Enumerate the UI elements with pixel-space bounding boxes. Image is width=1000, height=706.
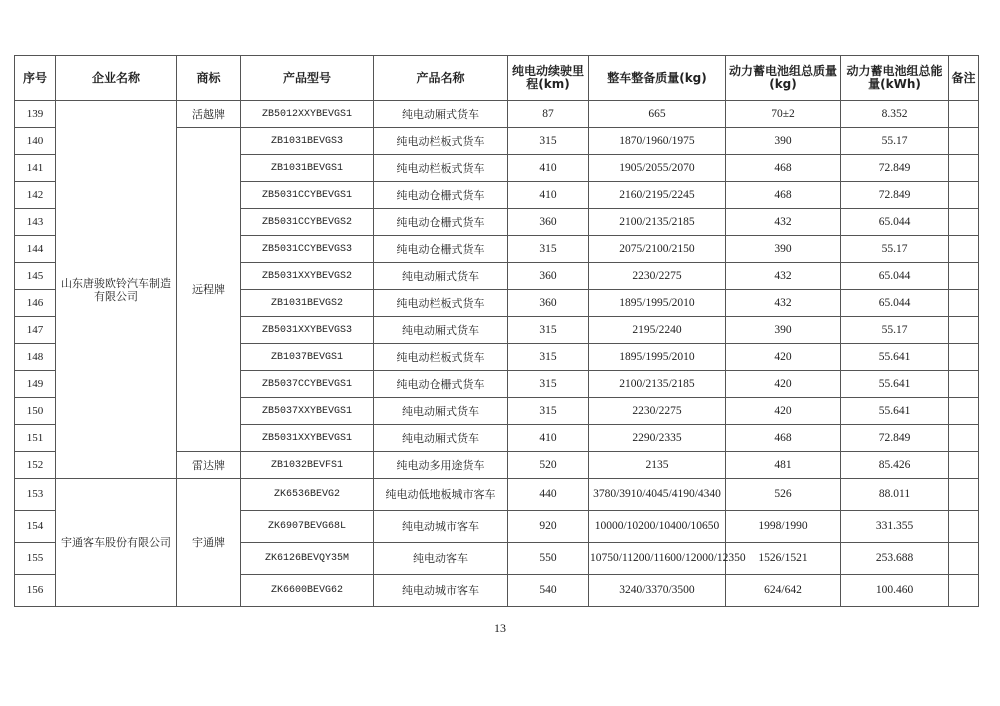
row-number: 152	[15, 452, 56, 479]
driving-range: 315	[508, 398, 589, 425]
battery-mass: 390	[726, 128, 841, 155]
battery-mass: 70±2	[726, 101, 841, 128]
product-model: ZK6536BEVG2	[241, 479, 374, 511]
product-model: ZB5031CCYBEVGS3	[241, 236, 374, 263]
row-number: 150	[15, 398, 56, 425]
battery-mass: 432	[726, 263, 841, 290]
column-header: 动力蓄电池组总质量(kg)	[726, 56, 841, 101]
table-row	[15, 479, 979, 511]
product-name: 纯电动厢式货车	[374, 263, 508, 290]
brand: 活越牌	[177, 101, 241, 128]
product-name: 纯电动城市客车	[374, 511, 508, 543]
curb-weight: 2135	[589, 452, 726, 479]
curb-weight: 3240/3370/3500	[589, 575, 726, 607]
product-model: ZB1037BEVGS1	[241, 344, 374, 371]
remarks	[949, 479, 979, 511]
battery-energy: 65.044	[841, 263, 949, 290]
curb-weight: 2100/2135/2185	[589, 209, 726, 236]
battery-energy: 100.460	[841, 575, 949, 607]
row-number: 144	[15, 236, 56, 263]
row-number: 139	[15, 101, 56, 128]
battery-mass: 432	[726, 290, 841, 317]
product-model: ZB5031XXYBEVGS3	[241, 317, 374, 344]
driving-range: 520	[508, 452, 589, 479]
curb-weight: 2195/2240	[589, 317, 726, 344]
curb-weight: 665	[589, 101, 726, 128]
remarks	[949, 317, 979, 344]
battery-energy: 8.352	[841, 101, 949, 128]
brand: 宇通牌	[177, 479, 241, 607]
battery-energy: 253.688	[841, 543, 949, 575]
driving-range: 360	[508, 209, 589, 236]
product-name: 纯电动栏板式货车	[374, 155, 508, 182]
row-number: 155	[15, 543, 56, 575]
column-header: 纯电动续驶里程(km)	[508, 56, 589, 101]
product-name: 纯电动仓栅式货车	[374, 209, 508, 236]
driving-range: 360	[508, 263, 589, 290]
remarks	[949, 263, 979, 290]
row-number: 141	[15, 155, 56, 182]
remarks	[949, 452, 979, 479]
battery-energy: 55.17	[841, 236, 949, 263]
product-model: ZK6600BEVG62	[241, 575, 374, 607]
product-model: ZB5031CCYBEVGS1	[241, 182, 374, 209]
product-model: ZB5037CCYBEVGS1	[241, 371, 374, 398]
battery-mass: 1526/1521	[726, 543, 841, 575]
driving-range: 315	[508, 317, 589, 344]
driving-range: 410	[508, 155, 589, 182]
product-model: ZK6126BEVQY35M	[241, 543, 374, 575]
battery-energy: 331.355	[841, 511, 949, 543]
row-number: 143	[15, 209, 56, 236]
page-number: 13	[494, 621, 506, 635]
product-name: 纯电动仓栅式货车	[374, 236, 508, 263]
row-number: 154	[15, 511, 56, 543]
battery-mass: 526	[726, 479, 841, 511]
remarks	[949, 236, 979, 263]
product-model: ZB5031CCYBEVGS2	[241, 209, 374, 236]
battery-mass: 468	[726, 425, 841, 452]
driving-range: 315	[508, 371, 589, 398]
row-number: 147	[15, 317, 56, 344]
battery-energy: 88.011	[841, 479, 949, 511]
battery-mass: 1998/1990	[726, 511, 841, 543]
row-number: 140	[15, 128, 56, 155]
product-model: ZB1032BEVFS1	[241, 452, 374, 479]
remarks	[949, 209, 979, 236]
battery-energy: 72.849	[841, 182, 949, 209]
remarks	[949, 543, 979, 575]
curb-weight: 10000/10200/10400/10650	[589, 511, 726, 543]
curb-weight: 2230/2275	[589, 263, 726, 290]
driving-range: 540	[508, 575, 589, 607]
battery-mass: 468	[726, 182, 841, 209]
product-name: 纯电动栏板式货车	[374, 344, 508, 371]
row-number: 153	[15, 479, 56, 511]
product-name: 纯电动客车	[374, 543, 508, 575]
curb-weight: 1905/2055/2070	[589, 155, 726, 182]
row-number: 142	[15, 182, 56, 209]
company-name: 山东唐骏欧铃汽车制造有限公司	[56, 101, 177, 479]
row-number: 151	[15, 425, 56, 452]
header-row	[15, 56, 979, 101]
remarks	[949, 290, 979, 317]
product-name: 纯电动仓栅式货车	[374, 182, 508, 209]
curb-weight: 3780/3910/4045/4190/4340	[589, 479, 726, 511]
battery-energy: 55.641	[841, 344, 949, 371]
curb-weight: 2230/2275	[589, 398, 726, 425]
brand: 雷达牌	[177, 452, 241, 479]
remarks	[949, 425, 979, 452]
row-number: 148	[15, 344, 56, 371]
column-header: 产品型号	[241, 56, 374, 101]
driving-range: 920	[508, 511, 589, 543]
driving-range: 360	[508, 290, 589, 317]
product-model: ZB1031BEVGS2	[241, 290, 374, 317]
remarks	[949, 182, 979, 209]
remarks	[949, 575, 979, 607]
battery-mass: 481	[726, 452, 841, 479]
driving-range: 410	[508, 182, 589, 209]
remarks	[949, 398, 979, 425]
product-model: ZB5037XXYBEVGS1	[241, 398, 374, 425]
curb-weight: 2160/2195/2245	[589, 182, 726, 209]
battery-energy: 65.044	[841, 209, 949, 236]
driving-range: 440	[508, 479, 589, 511]
remarks	[949, 371, 979, 398]
battery-mass: 468	[726, 155, 841, 182]
curb-weight: 2290/2335	[589, 425, 726, 452]
remarks	[949, 155, 979, 182]
product-name: 纯电动厢式货车	[374, 425, 508, 452]
battery-energy: 72.849	[841, 425, 949, 452]
brand: 远程牌	[177, 128, 241, 452]
battery-mass: 390	[726, 236, 841, 263]
product-name: 纯电动栏板式货车	[374, 128, 508, 155]
column-header: 序号	[15, 56, 56, 101]
column-header: 整车整备质量(kg)	[589, 56, 726, 101]
battery-energy: 55.641	[841, 398, 949, 425]
driving-range: 315	[508, 236, 589, 263]
driving-range: 87	[508, 101, 589, 128]
row-number: 146	[15, 290, 56, 317]
product-model: ZB5031XXYBEVGS2	[241, 263, 374, 290]
product-name: 纯电动厢式货车	[374, 317, 508, 344]
battery-energy: 85.426	[841, 452, 949, 479]
battery-mass: 432	[726, 209, 841, 236]
curb-weight: 2075/2100/2150	[589, 236, 726, 263]
driving-range: 410	[508, 425, 589, 452]
curb-weight: 1895/1995/2010	[589, 344, 726, 371]
remarks	[949, 101, 979, 128]
column-header: 备注	[949, 56, 979, 101]
curb-weight: 1895/1995/2010	[589, 290, 726, 317]
product-name: 纯电动仓栅式货车	[374, 371, 508, 398]
column-header: 商标	[177, 56, 241, 101]
battery-mass: 420	[726, 344, 841, 371]
battery-mass: 624/642	[726, 575, 841, 607]
driving-range: 315	[508, 128, 589, 155]
column-header: 动力蓄电池组总能量(kWh)	[841, 56, 949, 101]
row-number: 145	[15, 263, 56, 290]
column-header: 企业名称	[56, 56, 177, 101]
battery-energy: 55.17	[841, 317, 949, 344]
product-name: 纯电动厢式货车	[374, 101, 508, 128]
product-model: ZB1031BEVGS1	[241, 155, 374, 182]
product-name: 纯电动厢式货车	[374, 398, 508, 425]
product-model: ZB5012XXYBEVGS1	[241, 101, 374, 128]
driving-range: 315	[508, 344, 589, 371]
remarks	[949, 128, 979, 155]
battery-energy: 65.044	[841, 290, 949, 317]
table-row	[15, 101, 979, 128]
curb-weight: 1870/1960/1975	[589, 128, 726, 155]
curb-weight: 10750/11200/11600/12000/12350	[589, 543, 726, 575]
row-number: 156	[15, 575, 56, 607]
vehicle-catalog-table	[14, 55, 979, 607]
battery-mass: 420	[726, 398, 841, 425]
curb-weight: 2100/2135/2185	[589, 371, 726, 398]
battery-mass: 420	[726, 371, 841, 398]
product-name: 纯电动栏板式货车	[374, 290, 508, 317]
battery-energy: 72.849	[841, 155, 949, 182]
product-name: 纯电动低地板城市客车	[374, 479, 508, 511]
product-name: 纯电动多用途货车	[374, 452, 508, 479]
product-name: 纯电动城市客车	[374, 575, 508, 607]
product-model: ZK6907BEVG68L	[241, 511, 374, 543]
column-header: 产品名称	[374, 56, 508, 101]
battery-energy: 55.641	[841, 371, 949, 398]
product-model: ZB1031BEVGS3	[241, 128, 374, 155]
battery-mass: 390	[726, 317, 841, 344]
remarks	[949, 344, 979, 371]
driving-range: 550	[508, 543, 589, 575]
row-number: 149	[15, 371, 56, 398]
product-model: ZB5031XXYBEVGS1	[241, 425, 374, 452]
company-name: 宇通客车股份有限公司	[56, 479, 177, 607]
remarks	[949, 511, 979, 543]
battery-energy: 55.17	[841, 128, 949, 155]
